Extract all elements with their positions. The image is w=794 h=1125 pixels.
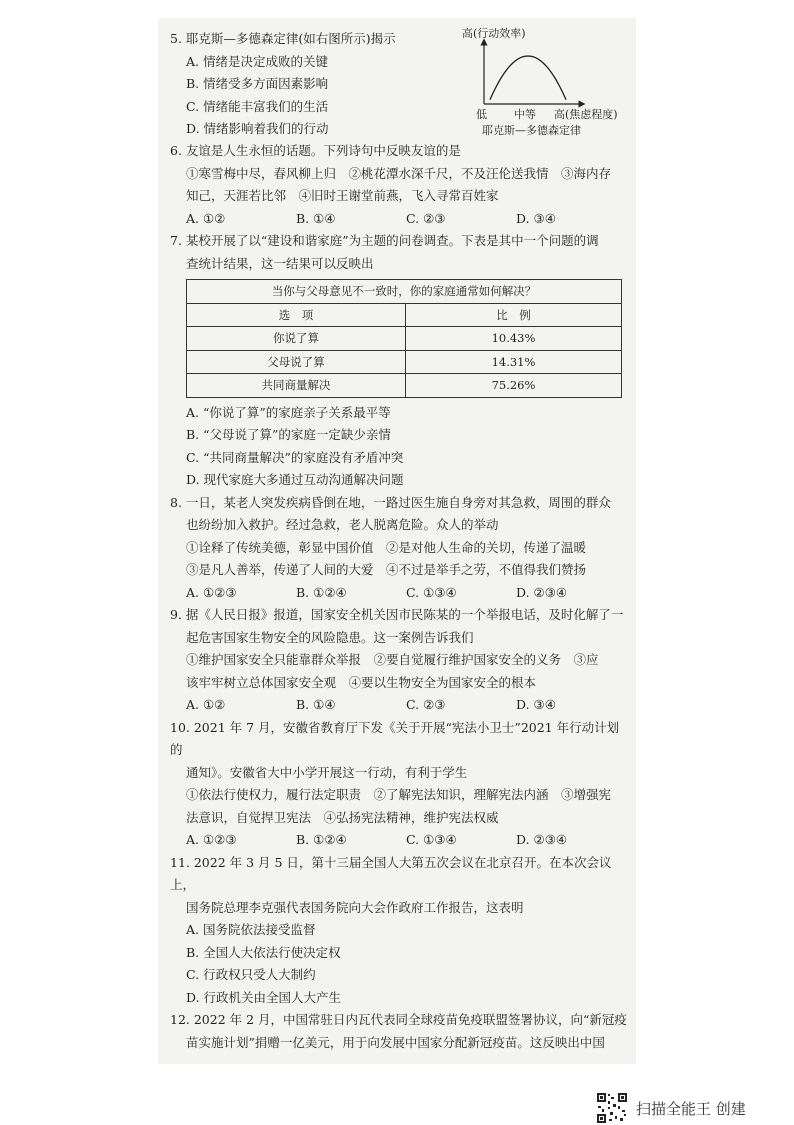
question-11-option-c: C. 行政权只受人大制约 bbox=[186, 967, 316, 982]
question-10-option-c: C. ①③④ bbox=[406, 832, 457, 847]
question-10-items-line-2: 法意识，自觉捍卫宪法 ④弘扬宪法精神，维护宪法权威 bbox=[186, 809, 499, 825]
question-7-option-d: D. 现代家庭大多通过互动沟通解决问题 bbox=[186, 472, 404, 487]
table-row bbox=[187, 350, 622, 374]
survey-table-cell: 14.31% bbox=[406, 350, 622, 374]
chart-x-tick-high: 高(焦虑程度) bbox=[554, 108, 618, 121]
yerkes-dodson-chart bbox=[462, 26, 632, 142]
question-11-stem-line-1: 11. 2022 年 3 月 5 日，第十三届全国人大第五次会议在北京召开。在本次会议上， bbox=[170, 854, 612, 892]
question-10-stem-line-1: 10. 2021 年 7 月，安徽省教育厅下发《关于开展“宪法小卫士”2021 年行动计划的 bbox=[170, 719, 620, 757]
question-9-stem-line-1: 9. 据《人民日报》报道，国家安全机关因市民陈某的一个举报电话，及时化解了一 bbox=[170, 607, 624, 622]
question-8-option-d: D. ②③④ bbox=[516, 584, 568, 600]
question-10-options bbox=[170, 829, 630, 852]
question-10-option-d: D. ②③④ bbox=[516, 832, 568, 847]
survey-table-header-option: 选 项 bbox=[187, 303, 406, 327]
survey-table-header-ratio: 比 例 bbox=[406, 303, 622, 327]
question-5-option-c: C. 情绪能丰富我们的生活 bbox=[186, 98, 329, 114]
question-9 bbox=[170, 604, 630, 717]
question-8-stem-line-2: 也纷纷加入救护。经过急救，老人脱离危险。众人的举动 bbox=[186, 517, 499, 532]
question-7 bbox=[170, 230, 630, 492]
question-9-options bbox=[170, 694, 630, 717]
chart-x-tick-low: 低 bbox=[476, 108, 487, 121]
question-9-items-line-1: ①维护国家安全只能靠群众举报 ②要自觉履行维护国家安全的义务 ③应 bbox=[186, 652, 599, 667]
survey-table-cell: 父母说了算 bbox=[187, 350, 406, 374]
survey-table-caption: 当你与父母意见不一致时，你的家庭通常如何解决？ bbox=[187, 280, 622, 304]
question-6-options bbox=[170, 208, 630, 231]
question-8-items-line-1: ①诠释了传统美德，彰显中国价值 ②是对他人生命的关切，传递了温暖 bbox=[186, 539, 587, 555]
chart-x-tick-mid: 中等 bbox=[514, 108, 536, 121]
question-6-option-b: B. ①④ bbox=[296, 210, 336, 226]
question-6-items-line-2: 知己，天涯若比邻 ④旧时王谢堂前燕，飞入寻常百姓家 bbox=[186, 188, 499, 203]
exam-page bbox=[170, 28, 630, 1054]
qr-code-icon bbox=[596, 1092, 628, 1124]
question-11-option-a: A. 国务院依法接受监督 bbox=[186, 922, 316, 937]
question-6-option-c: C. ②③ bbox=[406, 210, 446, 226]
question-12-stem-line-1: 12. 2022 年 2 月，中国常驻日内瓦代表同全球疫苗免疫联盟签署协议，向“新冠疫 bbox=[170, 1012, 627, 1027]
question-9-option-a: A. ①② bbox=[186, 697, 226, 712]
question-7-option-c: C. “共同商量解决”的家庭没有矛盾冲突 bbox=[186, 449, 404, 465]
question-5-option-d: D. 情绪影响着我们的行动 bbox=[186, 121, 329, 136]
survey-table-cell: 你说了算 bbox=[187, 327, 406, 351]
question-8-option-b: B. ①②④ bbox=[296, 584, 347, 600]
question-12-stem-line-2: 苗实施计划”捐赠一亿美元，用于向发展中国家分配新冠疫苗。这反映出中国 bbox=[186, 1034, 605, 1050]
question-5-option-b: B. 情绪受多方面因素影响 bbox=[186, 76, 329, 91]
scanner-watermark-text: 扫描全能王 创建 bbox=[636, 1099, 746, 1118]
survey-table-cell: 75.26% bbox=[406, 374, 622, 398]
question-8 bbox=[170, 492, 630, 605]
chart-y-label: 高(行动效率) bbox=[462, 27, 526, 40]
table-row bbox=[187, 327, 622, 351]
question-12 bbox=[170, 1009, 630, 1054]
question-10-option-b: B. ①②④ bbox=[296, 832, 347, 847]
question-8-items-line-2: ③是凡人善举，传递了人间的大爱 ④不过是举手之劳，不值得我们赞扬 bbox=[186, 562, 587, 577]
question-6 bbox=[170, 140, 630, 230]
question-8-stem-line-1: 8. 一日，某老人突发疾病昏倒在地，一路过医生施自身旁对其急救，周围的群众 bbox=[170, 494, 611, 510]
question-8-options bbox=[170, 582, 630, 605]
question-9-option-c: C. ②③ bbox=[406, 697, 446, 712]
survey-table bbox=[186, 279, 622, 398]
question-8-option-a: A. ①②③ bbox=[186, 584, 237, 600]
question-7-stem-line-2: 查统计结果，这一结果可以反映出 bbox=[186, 255, 374, 271]
question-10-items-line-1: ①依法行使权力，履行法定职责 ②了解宪法知识，理解宪法内涵 ③增强宪 bbox=[186, 787, 612, 802]
question-5 bbox=[170, 28, 630, 140]
survey-table-cell: 共同商量解决 bbox=[187, 374, 406, 398]
question-6-option-a: A. ①② bbox=[186, 210, 226, 226]
question-6-items-line-1: ①寒雪梅中尽，春风柳上归 ②桃花潭水深千尺，不及汪伦送我情 ③海内存 bbox=[186, 165, 612, 181]
question-11-option-b: B. 全国人大依法行使决定权 bbox=[186, 944, 341, 960]
question-10-option-a: A. ①②③ bbox=[186, 832, 237, 847]
question-10 bbox=[170, 717, 630, 852]
question-7-option-b: B. “父母说了算”的家庭一定缺少亲情 bbox=[186, 427, 391, 442]
question-11-option-d: D. 行政机关由全国人大产生 bbox=[186, 989, 342, 1005]
scanner-watermark bbox=[596, 1091, 776, 1125]
question-9-items-line-2: 该牢牢树立总体国家安全观 ④要以生物安全为国家安全的根本 bbox=[186, 674, 537, 690]
question-7-stem-line-1: 7. 某校开展了以“建设和谐家庭”为主题的问卷调查。下表是其中一个问题的调 bbox=[170, 233, 599, 248]
question-9-option-d: D. ③④ bbox=[516, 697, 556, 712]
question-6-stem: 6. 友谊是人生永恒的话题。下列诗句中反映友谊的是 bbox=[170, 143, 461, 158]
table-row bbox=[187, 374, 622, 398]
question-9-option-b: B. ①④ bbox=[296, 697, 336, 712]
question-5-stem: 5. 耶克斯—多德森定律(如右图所示)揭示 bbox=[170, 31, 396, 46]
question-11-stem-line-2: 国务院总理李克强代表国务院向大会作政府工作报告，这表明 bbox=[186, 899, 524, 915]
question-6-option-d: D. ③④ bbox=[516, 210, 556, 226]
question-11 bbox=[170, 852, 630, 1010]
question-7-option-a: A. “你说了算”的家庭亲子关系最平等 bbox=[186, 404, 391, 420]
question-10-stem-line-2: 通知》。安徽省大中小学开展这一行动，有利于学生 bbox=[186, 764, 468, 780]
chart-caption: 耶克斯—多德森定律 bbox=[482, 124, 581, 137]
question-8-option-c: C. ①③④ bbox=[406, 584, 457, 600]
chart-curve bbox=[490, 56, 566, 100]
survey-table-cell: 10.43% bbox=[406, 327, 622, 351]
question-9-stem-line-2: 起危害国家生物安全的风险隐患。这一案例告诉我们 bbox=[186, 629, 474, 645]
question-5-option-a: A. 情绪是决定成败的关键 bbox=[186, 53, 328, 69]
